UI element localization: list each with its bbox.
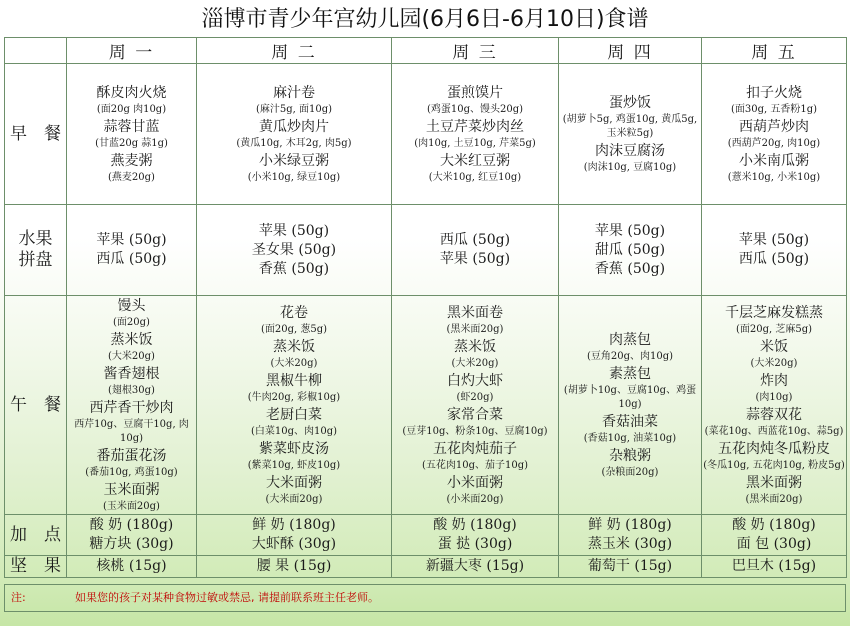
dish-ingredients: (面20g 肉10g) [96, 104, 167, 115]
menu-dish [197, 337, 391, 371]
dish-name: 土豆芹菜炒肉丝 [426, 119, 524, 135]
dish-ingredients: (香菇10g, 油菜10g) [583, 433, 677, 444]
dish-ingredients: (肉10g, 土豆10g, 芹菜5g) [414, 138, 536, 149]
dish-ingredients: (杂粮面20g) [601, 467, 659, 478]
menu-dish [392, 439, 558, 473]
breakfast-cell [197, 64, 392, 205]
menu-item: 甜瓜 (50g) [594, 241, 666, 258]
dish-ingredients: (胡萝卜5g, 鸡蛋10g, 黄瓜5g, 玉米粒5g) [562, 114, 698, 139]
row-label-snack: 加 点 [5, 515, 67, 556]
dish-name: 蒸米饭 [273, 339, 315, 355]
nuts-row [5, 556, 847, 578]
dish-ingredients: (面20g, 葱5g) [260, 324, 328, 335]
menu-item: 酸 奶 (180g) [732, 517, 816, 533]
dish-name: 香菇油菜 [602, 414, 658, 430]
menu-dish [392, 371, 558, 405]
dish-ingredients: (虾20g) [456, 392, 494, 403]
snack-row [5, 515, 847, 556]
dish-name: 紫菜虾皮汤 [259, 441, 329, 457]
lunch-row [5, 296, 847, 515]
menu-dish [702, 337, 846, 371]
dish-name: 西芹香干炒肉 [89, 400, 174, 416]
menu-dish [702, 303, 846, 337]
breakfast-row [5, 64, 847, 205]
dish-name: 蒜蓉甘蓝 [103, 119, 160, 135]
menu-dish [392, 337, 558, 371]
menu-dish [67, 117, 196, 151]
menu-item: 苹果 (50g) [738, 232, 810, 248]
snack-cell [559, 515, 702, 556]
menu-dish [197, 303, 391, 337]
dish-ingredients: (菜花10g、西蓝花10g、蒜5g) [704, 426, 844, 437]
menu-item: 圣女果 (50g) [251, 241, 337, 258]
menu-dish [197, 371, 391, 405]
menu-dish [197, 83, 391, 117]
dish-ingredients: (肉10g) [755, 392, 793, 403]
allergy-note [4, 584, 846, 612]
dish-ingredients: (面20g) [113, 317, 150, 328]
menu-dish [67, 446, 196, 480]
menu-dish [702, 83, 846, 117]
dish-name: 蒜蓉双花 [746, 407, 802, 423]
snack-cell [392, 515, 559, 556]
dish-ingredients: (麻汁5g, 面10g) [255, 104, 333, 115]
menu-dish [67, 480, 196, 514]
snack-cell [702, 515, 847, 556]
menu-item: 西瓜 (50g) [96, 251, 167, 267]
dish-ingredients: (黑米面20g) [446, 324, 504, 335]
dish-name: 酥皮肉火烧 [96, 85, 167, 101]
day-header: 周 一 [67, 38, 197, 64]
menu-dish [67, 330, 196, 364]
snack-cell [67, 515, 197, 556]
menu-item: 糖方块 (30g) [89, 536, 174, 552]
menu-dish [392, 303, 558, 337]
menu-item: 香蕉 (50g) [594, 260, 666, 277]
dish-ingredients: (面20g, 芝麻5g) [735, 324, 813, 335]
menu-item: 香蕉 (50g) [258, 260, 330, 277]
dish-name: 蒸米饭 [454, 339, 496, 355]
row-label-fruit [5, 205, 67, 296]
dish-ingredients: (鸡蛋10g、馒头20g) [426, 104, 524, 115]
fruit-cell [702, 205, 847, 296]
fruit-cell [392, 205, 559, 296]
dish-ingredients: (豆角20g、肉10g) [586, 351, 674, 362]
menu-dish [392, 117, 558, 151]
menu-dish [197, 473, 391, 507]
dish-name: 蛋煎馍片 [447, 85, 503, 101]
lunch-cell [67, 296, 197, 515]
dish-name: 燕麦粥 [110, 153, 153, 169]
menu-dish [392, 83, 558, 117]
dish-name: 花卷 [280, 305, 308, 321]
dish-ingredients: (大米20g) [108, 351, 155, 362]
dish-name: 黄瓜炒肉片 [259, 119, 329, 135]
menu-dish [559, 446, 701, 480]
dish-ingredients: (黄瓜10g, 木耳2g, 肉5g) [236, 138, 352, 149]
dish-name: 小米面粥 [447, 475, 503, 491]
menu-item: 酸 奶 (180g) [433, 517, 517, 533]
snack-cell [197, 515, 392, 556]
dish-ingredients: (大米20g) [750, 358, 798, 369]
nuts-cell: 葡萄干 (15g) [559, 556, 702, 578]
menu-dish [67, 398, 196, 446]
dish-ingredients: (大米20g) [270, 358, 318, 369]
menu-dish [67, 151, 196, 185]
fruit-row [5, 205, 847, 296]
dish-ingredients: (白菜10g、肉10g) [250, 426, 338, 437]
lunch-cell [559, 296, 702, 515]
dish-name: 麻汁卷 [273, 85, 315, 101]
dish-ingredients: (大米20g) [451, 358, 499, 369]
dish-name: 肉蒸包 [609, 332, 651, 348]
dish-name: 千层芝麻发糕蒸 [725, 305, 823, 321]
day-header: 周 四 [559, 38, 702, 64]
menu-dish [559, 93, 701, 141]
lunch-cell [197, 296, 392, 515]
menu-item: 西瓜 (50g) [738, 251, 810, 267]
menu-item: 苹果 (50g) [439, 251, 511, 267]
dish-name: 白灼大虾 [447, 373, 503, 389]
menu-dish [392, 473, 558, 507]
row-label-fruit-text: 水果 拼盘 [18, 229, 53, 270]
day-header: 周 三 [392, 38, 559, 64]
breakfast-cell [559, 64, 702, 205]
dish-ingredients: (薏米10g, 小米10g) [727, 172, 821, 183]
menu-dish [702, 405, 846, 439]
menu-dish [197, 117, 391, 151]
dish-ingredients: (玉米面20g) [103, 501, 160, 512]
corner-cell [5, 38, 67, 64]
dish-ingredients: (胡萝卜10g、豆腐10g、鸡蛋10g) [563, 385, 697, 410]
dish-name: 五花肉炖茄子 [433, 441, 517, 457]
menu-item: 蒸玉米 (30g) [587, 536, 673, 552]
dish-name: 杂粮粥 [609, 448, 651, 464]
row-label-nuts: 坚 果 [5, 556, 67, 578]
menu-item: 面 包 (30g) [736, 536, 812, 552]
menu-dish [559, 364, 701, 412]
day-header: 周 五 [702, 38, 847, 64]
menu-item: 蛋 挞 (30g) [437, 536, 513, 552]
dish-ingredients: (番茄10g, 鸡蛋10g) [85, 467, 178, 478]
dish-name: 西葫芦炒肉 [739, 119, 809, 135]
dish-name: 玉米面粥 [103, 482, 160, 498]
dish-name: 馒头 [117, 298, 146, 314]
day-header: 周 二 [197, 38, 392, 64]
dish-ingredients: (大米10g, 红豆10g) [428, 172, 522, 183]
note-label: 注: [11, 591, 26, 604]
menu-dish [702, 117, 846, 151]
dish-name: 五花肉炖冬瓜粉皮 [718, 441, 830, 457]
menu-dish [197, 405, 391, 439]
dish-name: 大米面粥 [266, 475, 322, 491]
header-row [5, 38, 847, 64]
note-text: 如果您的孩子对某种食物过敏或禁忌, 请提前联系班主任老师。 [75, 591, 379, 604]
menu-item: 西瓜 (50g) [439, 232, 511, 248]
dish-name: 炸肉 [760, 373, 788, 389]
dish-name: 黑米面粥 [746, 475, 802, 491]
dish-ingredients: (五花肉10g、茄子10g) [421, 460, 529, 471]
menu-dish [67, 364, 196, 398]
nuts-cell: 腰 果 (15g) [197, 556, 392, 578]
dish-ingredients: (大米面20g) [265, 494, 323, 505]
weekly-menu-table [4, 37, 847, 578]
dish-name: 小米绿豆粥 [259, 153, 329, 169]
menu-item: 鲜 奶 (180g) [588, 517, 672, 533]
lunch-cell [702, 296, 847, 515]
menu-item: 苹果 (50g) [594, 222, 666, 239]
menu-dish [67, 83, 196, 117]
page-title: 淄博市青少年宫幼儿园(6月6日-6月10日)食谱 [201, 7, 649, 32]
dish-name: 蒸米饭 [110, 332, 153, 348]
dish-name: 大米红豆粥 [440, 153, 510, 169]
menu-item: 酸 奶 (180g) [89, 517, 174, 533]
dish-ingredients: (紫菜10g, 虾皮10g) [247, 460, 341, 471]
menu-item: 苹果 (50g) [258, 222, 330, 239]
menu-dish [559, 412, 701, 446]
dish-ingredients: (黑米面20g) [745, 494, 803, 505]
dish-name: 素蒸包 [609, 366, 651, 382]
dish-name: 蛋炒饭 [609, 95, 651, 111]
dish-ingredients: (小米10g, 绿豆10g) [247, 172, 341, 183]
dish-ingredients: (面30g, 五香粉1g) [730, 104, 818, 115]
dish-ingredients: (甘蓝20g 蒜1g) [95, 138, 168, 149]
menu-dish [197, 151, 391, 185]
dish-name: 肉沫豆腐汤 [595, 143, 665, 159]
menu-dish [197, 439, 391, 473]
dish-name: 小米南瓜粥 [739, 153, 809, 169]
nuts-cell: 新疆大枣 (15g) [392, 556, 559, 578]
menu-dish [559, 141, 701, 175]
dish-ingredients: (翅根30g) [108, 385, 155, 396]
nuts-cell: 巴旦木 (15g) [702, 556, 847, 578]
breakfast-cell [392, 64, 559, 205]
dish-ingredients: (肉沫10g, 豆腐10g) [583, 162, 677, 173]
fruit-cell [67, 205, 197, 296]
fruit-cell [559, 205, 702, 296]
breakfast-cell [702, 64, 847, 205]
dish-name: 扣子火烧 [746, 85, 802, 101]
dish-ingredients: (西葫芦20g, 肉10g) [727, 138, 821, 149]
dish-ingredients: 西芹10g、豆腐干10g, 肉10g) [74, 419, 189, 444]
dish-name: 米饭 [760, 339, 788, 355]
dish-name: 黑米面卷 [447, 305, 503, 321]
breakfast-cell [67, 64, 197, 205]
dish-ingredients: (豆芽10g、粉条10g、豆腐10g) [402, 426, 548, 437]
menu-dish [559, 330, 701, 364]
dish-name: 番茄蛋花汤 [96, 448, 167, 464]
dish-ingredients: (燕麦20g) [108, 172, 155, 183]
dish-name: 酱香翅根 [103, 366, 160, 382]
menu-item: 苹果 (50g) [96, 232, 167, 248]
menu-item: 鲜 奶 (180g) [252, 517, 336, 533]
dish-name: 家常合菜 [447, 407, 503, 423]
dish-ingredients: (牛肉20g, 彩椒10g) [247, 392, 341, 403]
dish-name: 老厨白菜 [266, 407, 322, 423]
menu-dish [702, 439, 846, 473]
dish-ingredients: (冬瓜10g, 五花肉10g, 粉皮5g) [703, 460, 845, 471]
menu-dish [702, 371, 846, 405]
nuts-cell: 核桃 (15g) [67, 556, 197, 578]
menu-dish [392, 405, 558, 439]
menu-item: 大虾酥 (30g) [251, 536, 337, 552]
lunch-cell [392, 296, 559, 515]
menu-dish [702, 473, 846, 507]
row-label-breakfast: 早 餐 [5, 64, 67, 205]
fruit-cell [197, 205, 392, 296]
dish-ingredients: (小米面20g) [446, 494, 504, 505]
row-label-lunch: 午 餐 [5, 296, 67, 515]
menu-dish [702, 151, 846, 185]
menu-dish [67, 296, 196, 330]
menu-dish [392, 151, 558, 185]
dish-name: 黑椒牛柳 [266, 373, 322, 389]
